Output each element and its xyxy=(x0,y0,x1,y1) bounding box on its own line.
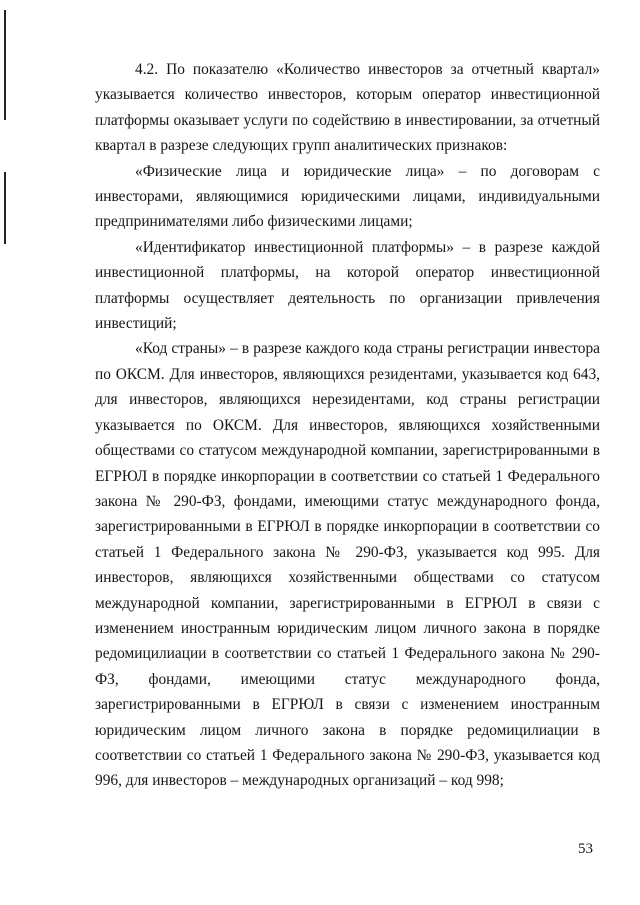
scan-margin-mark xyxy=(4,10,6,120)
paragraph-country-code: «Код страны» – в разрезе каждого кода страны регистрации инвестора по ОКСМ. Для инвесторов, являющихся резидентами, указывается код 643, для инвесторов, являющихся нерезидентами, код страны регистрации указывается по ОКСМ. Для инвесторов, являющихся хозяйственными обществами со статусом международной компании, зарегистрированными в ЕГРЮЛ в порядке инкорпорации в соответствии со статьей 1 Федерального закона № 290-ФЗ, фондами, имеющими статус международного фонда, зарегистрированными в ЕГРЮЛ в порядке инкорпорации в соответствии со статьей 1 Федерального закона № 290-ФЗ, указывается код 995. Для инвесторов, являющихся хозяйственными обществами со статусом международной компании, зарегистрированными в ЕГРЮЛ в связи с изменением иностранным юридическим лицом личного закона в порядке редомицилиации в соответствии со статьей 1 Федерального закона № 290-ФЗ, фондами, имеющими статус международного фонда, зарегистрированными в ЕГРЮЛ в связи с изменением иностранным юридическим лицом личного закона в порядке редомицилиации в соответствии со статьей 1 Федерального закона № 290-ФЗ, указывается код 996, для инвесторов – международных организаций – код 998; xyxy=(95,340,600,790)
paragraph-platform-identifier: «Идентификатор инвестиционной платформы» – в разрезе каждой инвестиционной платформы, на которой оператор инвестиционной платформы осуществляет деятельность по организации привлечения инвестиций; xyxy=(95,238,600,333)
document-body xyxy=(95,57,600,794)
paragraph-individuals-legal-entities: «Физические лица и юридические лица» – по договорам с инвесторами, являющимися юридическими лицами, индивидуальными предпринимателями либо физическими лицами; xyxy=(95,162,600,231)
scan-margin-mark xyxy=(4,172,6,244)
page-number: 53 xyxy=(578,841,593,857)
paragraph-investor-count: 4.2. По показателю «Количество инвесторов за отчетный квартал» указывается количество инвесторов, которым оператор инвестиционной платформы оказывает услуги по содействию в инвестировании, за отчетный квартал в разрезе следующих групп аналитических признаков: xyxy=(95,61,600,155)
